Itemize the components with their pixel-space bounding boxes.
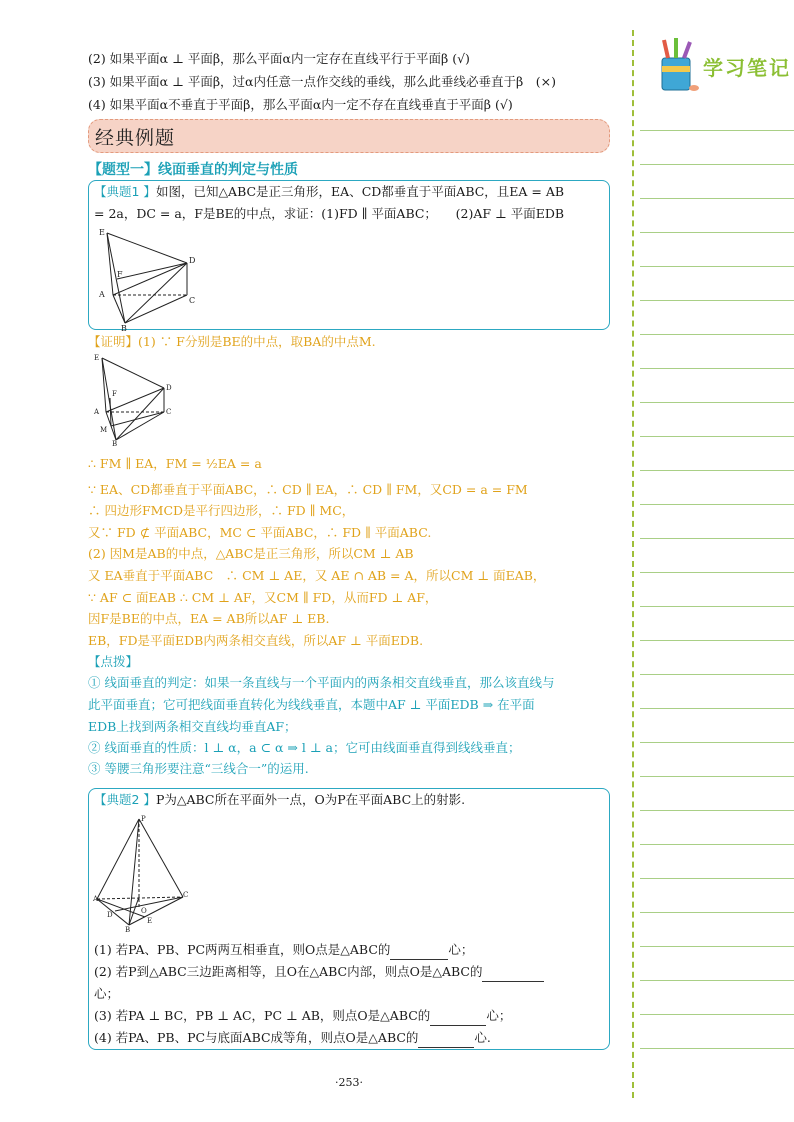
svg-text:D: D [107, 911, 113, 919]
svg-text:D: D [166, 384, 172, 392]
proof-line-6: 又 EA垂直于平面ABC ∴ CM ⊥ AE，又 AE ∩ AB = A，所以CM ⊥ 面EAB， [88, 568, 546, 583]
section-title: 经典例题 [95, 127, 176, 149]
pencil-cup-icon [654, 36, 700, 94]
proof-line-1: ∴ FM ∥ EA，FM = ½EA = a [88, 456, 262, 471]
svg-text:A: A [93, 895, 99, 903]
example2-box [88, 788, 610, 1050]
svg-text:F: F [112, 390, 117, 398]
answer-blank-2[interactable] [482, 963, 544, 982]
figure-prism-1 [95, 227, 196, 333]
figure-pyramid [93, 813, 189, 934]
example2-q1: (1) 若PA、PB、PC两两互相垂直，则O点是△ABC的 心； [94, 941, 473, 960]
svg-text:E: E [94, 354, 100, 362]
page-number: ·253· [335, 1076, 363, 1089]
example2-intro: 【典题2 】P为△ABC所在平面外一点，O为P在平面ABC上的射影. [94, 792, 466, 807]
svg-text:B: B [125, 926, 131, 934]
label-d: D [189, 256, 196, 265]
example2-tag: 【典题2 】 [94, 792, 156, 807]
svg-text:C: C [166, 408, 172, 416]
svg-text:B: B [112, 440, 118, 448]
section-banner [88, 119, 610, 153]
proof-tag: 【证明】 [88, 334, 139, 349]
svg-text:M: M [100, 426, 108, 434]
proof-line-2: ∵ EA、CD都垂直于平面ABC，∴ CD ∥ EA，∴ CD ∥ FM，又CD = a = FM [88, 482, 528, 497]
statement-4: (4) 如果平面α不垂直于平面β，那么平面α内一定不存在直线垂直于平面β (√) [88, 97, 513, 112]
tips-line-2: EDB上找到两条相交直线均垂直AF； [88, 719, 297, 734]
answer-blank-1[interactable] [390, 941, 448, 960]
figure-prism-2 [92, 354, 176, 446]
svg-text:E: E [147, 917, 153, 925]
tips-line-3: ② 线面垂直的性质：l ⊥ α，a ⊂ α ⇒ l ⊥ a；它可由线面垂直得到线线垂直； [88, 740, 521, 755]
label-p: P [141, 815, 146, 823]
proof-line-7: ∵ AF ⊂ 面EAB ∴ CM ⊥ AF，又CM ∥ FD，从而FD ⊥ AF， [88, 590, 438, 605]
tips-line-4: ③ 等腰三角形要注意“三线合一”的运用. [88, 761, 309, 776]
example1-line1: 【典题1 】如图，已知△ABC是正三角形，EA、CD都垂直于平面ABC，且EA = AB [94, 184, 565, 199]
notes-title: 学习笔记 [703, 56, 791, 80]
example1-tag: 【典题1 】 [94, 184, 156, 199]
proof-line-0: 【证明】(1) ∵ F分别是BE的中点，取BA的中点M. [88, 334, 376, 349]
label-e: E [99, 228, 105, 237]
example1-line2: = 2a，DC = a，F是BE的中点，求证：(1)FD ∥ 平面ABC； (2)AF ⊥ 平面EDB [94, 206, 565, 221]
tips-tag: 【点拨】 [88, 654, 139, 669]
example2-q2-end: 心； [94, 986, 120, 1001]
notes-divider [632, 30, 634, 1098]
proof-line-8: 因F是BE的中点，EA = AB所以AF ⊥ EB. [88, 611, 330, 626]
label-c: C [189, 296, 196, 305]
example2-q4: (4) 若PA、PB、PC与底面ABC成等角，则点O是△ABC的 心. [94, 1029, 491, 1048]
answer-blank-3[interactable] [430, 1007, 486, 1026]
label-a: A [99, 290, 105, 299]
example1-box [88, 180, 610, 333]
proof-line-5: (2) 因M是AB的中点，△ABC是正三角形，所以CM ⊥ AB [88, 546, 414, 561]
svg-text:C: C [183, 891, 189, 899]
proof-line-3: ∴ 四边形FMCD是平行四边形，∴ FD ∥ MC， [88, 503, 355, 518]
proof-line-4: 又∵ FD ⊄ 平面ABC，MC ⊂ 平面ABC，∴ FD ∥ 平面ABC. [88, 525, 432, 540]
statement-3: (3) 如果平面α ⊥ 平面β，过α内任意一点作交线的垂线，那么此垂线必垂直于β (×) [88, 74, 556, 89]
tips-line-1: 此平面垂直；它可把线面垂直转化为线线垂直，本题中AF ⊥ 平面EDB ⇒ 在平面 [88, 697, 535, 712]
statement-2: (2) 如果平面α ⊥ 平面β，那么平面α内一定存在直线平行于平面β (√) [88, 51, 470, 66]
svg-text:A: A [94, 408, 100, 416]
example2-q3: (3) 若PA ⊥ BC，PB ⊥ AC，PC ⊥ AB，则点O是△ABC的 心； [94, 1007, 511, 1026]
type-title: 【题型一】线面垂直的判定与性质 [88, 162, 298, 178]
label-f: F [117, 270, 123, 279]
label-o: O [141, 907, 147, 915]
example2-q2: (2) 若P到△ABC三边距离相等，且O在△ABC内部，则点O是△ABC的 [94, 963, 544, 982]
label-b: B [121, 324, 127, 333]
tips-line-0: ① 线面垂直的判定：如果一条直线与一个平面内的两条相交直线垂直，那么该直线与 [88, 675, 555, 690]
proof-line-9: EB，FD是平面EDB内两条相交直线，所以AF ⊥ 平面EDB. [88, 633, 424, 648]
answer-blank-4[interactable] [418, 1029, 474, 1048]
